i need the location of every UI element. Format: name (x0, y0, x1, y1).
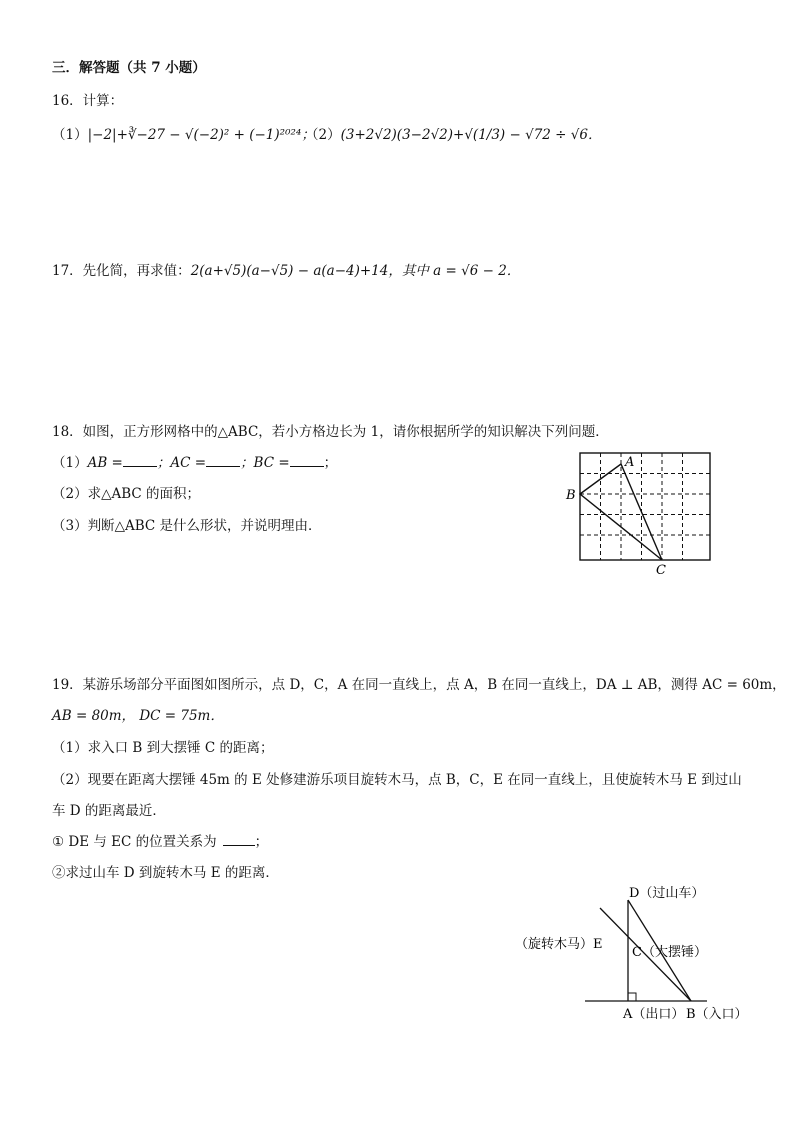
q19-stem-line1: 19．某游乐场部分平面图如图所示，点 D，C，A 在同一直线上，点 A，B 在同一直线上，DA ⊥ AB，测得 AC = 60m， (52, 677, 786, 693)
q19-sub2: ②求过山车 D 到旋转木马 E 的距离． (52, 865, 279, 881)
q18-bc-label: ；BC = (240, 455, 290, 471)
q19-sub1-label: ① DE 与 EC 的位置关系为 (52, 834, 217, 850)
q16-stem: 16．计算： (52, 93, 124, 109)
q18-ab-label: AB = (87, 455, 123, 471)
q18-ab-blank (123, 454, 157, 467)
q16-part1 (52, 123, 315, 143)
q16-part1-expression: |−2|+∛−27 − √(−2)² + (−1)²⁰²⁴； (87, 127, 315, 143)
q18-ac-label: ；AC = (156, 455, 207, 471)
q18-part2: （2）求△ABC 的面积； (52, 486, 201, 502)
q16-part2-label: （2） (305, 127, 341, 143)
point-b-label: B (566, 488, 576, 503)
q18-part1 (52, 451, 337, 471)
label-e: （旋转木马）E (515, 937, 603, 952)
q16-part2 (305, 123, 601, 143)
q18-grid-figure (560, 447, 720, 577)
q19-part2-line1: （2）现要在距离大摆锤 45m 的 E 处修建游乐项目旋转木马，点 B，C，E 在同一直线上，且使旋转木马 E 到过山 (52, 772, 742, 788)
q19-stem-line2: AB = 80m， DC = 75m． (52, 708, 224, 724)
q19-part1: （1）求入口 B 到大摆锤 C 的距离； (52, 740, 274, 756)
q17-line (52, 259, 520, 279)
label-d: D（过山车） (629, 886, 705, 901)
q19-sub1-blank (223, 833, 255, 846)
q16-part1-label: （1） (52, 127, 88, 143)
label-c: C（大摆锤） (632, 945, 707, 960)
grid-border (580, 453, 710, 560)
q17-condition: ，其中 a = √6 − 2． (388, 263, 521, 279)
q18-stem: 18．如图，正方形网格中的△ABC，若小方格边长为 1，请你根据所学的知识解决下列问题． (52, 424, 609, 440)
q18-part1-label: （1） (52, 455, 88, 471)
point-a-label: A (625, 455, 635, 470)
q19-park-figure (505, 880, 775, 1030)
q18-bc-blank (290, 454, 324, 467)
q18-ac-blank (206, 454, 240, 467)
q18-part1-end: ； (323, 455, 338, 471)
point-c-label: C (656, 563, 666, 577)
q16-part2-expression: (3+2√2)(3−2√2)+√(1/3) − √72 ÷ √6． (340, 127, 602, 143)
label-a: A（出口） (623, 1007, 685, 1022)
q18-part3: （3）判断△ABC 是什么形状，并说明理由． (52, 518, 322, 534)
section-title: 三．解答题（共 7 小题） (52, 60, 206, 76)
q17-stem: 17．先化简，再求值： (52, 263, 191, 279)
q19-sub1 (52, 830, 268, 850)
q19-sub1-end: ； (254, 834, 269, 850)
q19-part2-line2: 车 D 的距离最近． (52, 803, 166, 819)
grid-lines (580, 453, 710, 560)
q17-expression: 2(a+√5)(a−√5) − a(a−4)+14 (190, 263, 389, 279)
right-angle-mark (628, 993, 636, 1001)
label-b: B（入口） (686, 1007, 748, 1022)
